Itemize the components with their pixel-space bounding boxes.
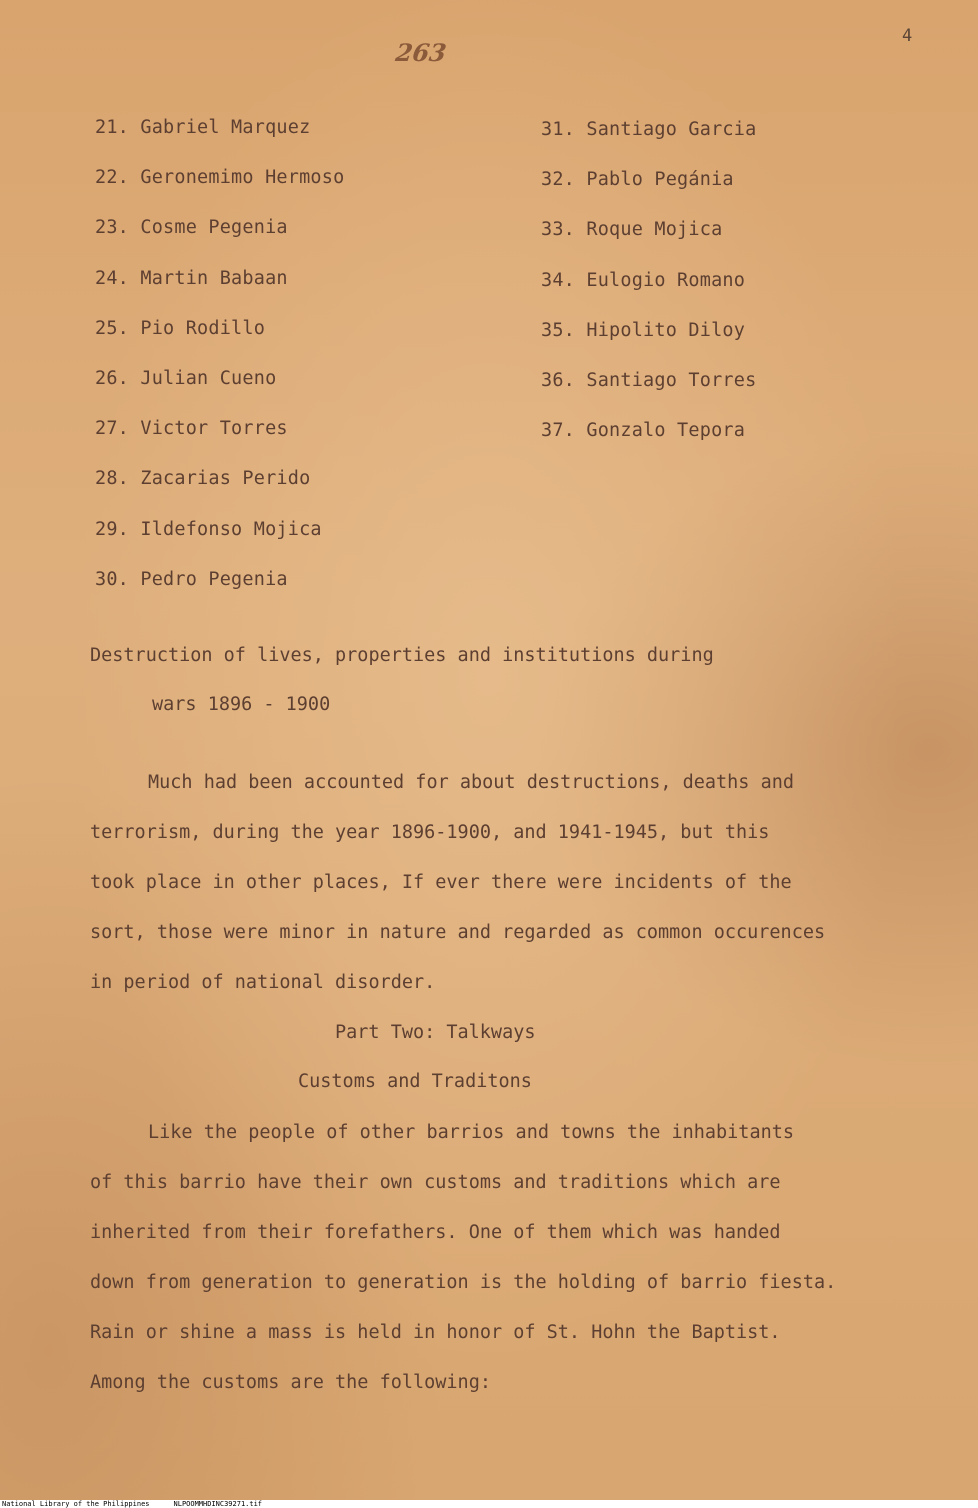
name-entry: 32. Pablo Pegánia: [541, 169, 734, 191]
part-subtitle: Customs and Traditons: [298, 1071, 532, 1092]
names-list-right: [541, 119, 756, 470]
paragraph-line: of this barrio have their own customs and traditions which are: [90, 1172, 781, 1193]
paragraph-line: Like the people of other barrios and towns the inhabitants: [148, 1122, 795, 1143]
names-list-left: [95, 117, 344, 619]
paragraph-line: Among the customs are the following:: [90, 1372, 491, 1393]
name-entry: 28. Zacarias Perido: [95, 468, 311, 490]
page-number: 4: [902, 26, 913, 46]
name-entry: 30. Pedro Pegenia: [95, 568, 288, 590]
part-title: Part Two: Talkways: [335, 1022, 536, 1043]
name-entry: 35. Hipolito Diloy: [541, 319, 746, 341]
paragraph-line: inherited from their forefathers. One of them which was handed: [90, 1222, 781, 1243]
name-entry: 26. Julian Cueno: [95, 367, 277, 389]
name-entry: 33. Roque Mojica: [541, 219, 723, 241]
paragraph-line: sort, those were minor in nature and regarded as common occurences: [90, 922, 826, 943]
handwritten-page-number: 263: [393, 38, 449, 67]
paragraph-customs: [90, 1122, 940, 1422]
name-entry: 34. Eulogio Romano: [541, 269, 746, 291]
paragraph-line: Much had been accounted for about destructions, deaths and: [148, 772, 795, 793]
paragraph-line: took place in other places, If ever there were incidents of the: [90, 872, 792, 893]
name-entry: 21. Gabriel Marquez: [95, 117, 311, 138]
destruction-heading-line-1: Destruction of lives, properties and institutions during: [90, 645, 714, 666]
paragraph-line: in period of national disorder.: [90, 972, 436, 993]
name-entry: 31. Santiago Garcia: [541, 119, 757, 140]
name-entry: 27. Victor Torres: [95, 418, 288, 440]
name-entry: 37. Gonzalo Tepora: [541, 420, 746, 442]
paragraph-line: terrorism, during the year 1896-1900, and 1941-1945, but this: [90, 822, 770, 843]
footer-filename: NLPOOMMHDINC39271.tif: [173, 1500, 263, 1508]
paragraph-destruction: [90, 772, 940, 1022]
destruction-heading-line-2: wars 1896 - 1900: [152, 694, 331, 715]
name-entry: 22. Geronemimo Hermoso: [95, 167, 345, 189]
paragraph-line: Rain or shine a mass is held in honor of St. Hohn the Baptist.: [90, 1322, 781, 1343]
footer-library: National Library of the Philippines: [2, 1500, 150, 1508]
scan-footer: [0, 1500, 978, 1508]
name-entry: 24. Martin Babaan: [95, 267, 288, 289]
name-entry: 23. Cosme Pegenia: [95, 217, 288, 239]
name-entry: 36. Santiago Torres: [541, 369, 757, 391]
name-entry: 25. Pio Rodillo: [95, 317, 266, 339]
name-entry: 29. Ildefonso Mojica: [95, 518, 322, 540]
paragraph-line: down from generation to generation is the holding of barrio fiesta.: [90, 1272, 837, 1293]
